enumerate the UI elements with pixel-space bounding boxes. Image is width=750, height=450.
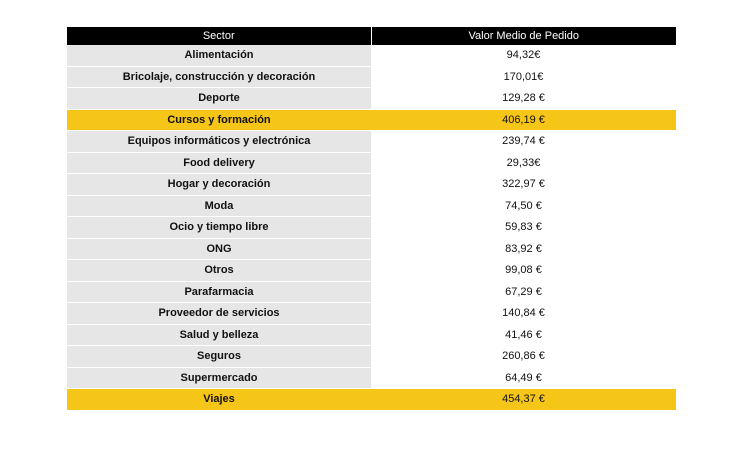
sector-cell: Alimentación — [67, 45, 371, 66]
value-cell: 99,08 € — [371, 260, 676, 282]
value-cell: 94,32€ — [371, 45, 676, 66]
table-row — [67, 367, 676, 389]
sector-cell: Proveedor de servicios — [67, 303, 371, 325]
value-cell: 64,49 € — [371, 367, 676, 389]
table-row — [67, 66, 676, 88]
value-cell: 129,28 € — [371, 88, 676, 110]
value-cell: 41,46 € — [371, 324, 676, 346]
table-row — [67, 152, 676, 174]
sector-cell: Deporte — [67, 88, 371, 110]
header-average-order-value: Valor Medio de Pedido — [371, 27, 676, 45]
table-row — [67, 217, 676, 239]
sector-cell: Ocio y tiempo libre — [67, 217, 371, 239]
sector-cell: Supermercado — [67, 367, 371, 389]
table-header-row — [67, 27, 676, 45]
sector-cell: Viajes — [67, 389, 371, 411]
table-row — [67, 131, 676, 153]
table-row — [67, 346, 676, 368]
sector-cell: Equipos informáticos y electrónica — [67, 131, 371, 153]
sector-cell: Salud y belleza — [67, 324, 371, 346]
sector-cell: Otros — [67, 260, 371, 282]
value-cell: 59,83 € — [371, 217, 676, 239]
value-cell: 239,74 € — [371, 131, 676, 153]
sector-cell: ONG — [67, 238, 371, 260]
value-cell: 83,92 € — [371, 238, 676, 260]
table-row — [67, 174, 676, 196]
table-row — [67, 260, 676, 282]
table-row — [67, 238, 676, 260]
value-cell: 67,29 € — [371, 281, 676, 303]
table-body — [67, 45, 676, 410]
table-row — [67, 45, 676, 66]
value-cell: 170,01€ — [371, 66, 676, 88]
value-cell: 406,19 € — [371, 109, 676, 131]
sector-cell: Cursos y formación — [67, 109, 371, 131]
value-cell: 454,37 € — [371, 389, 676, 411]
sector-cell: Parafarmacia — [67, 281, 371, 303]
sector-cell: Food delivery — [67, 152, 371, 174]
value-cell: 322,97 € — [371, 174, 676, 196]
value-cell: 74,50 € — [371, 195, 676, 217]
table-row-highlighted — [67, 389, 676, 411]
sector-order-value-table-container — [67, 27, 676, 411]
sector-cell: Moda — [67, 195, 371, 217]
table-row — [67, 195, 676, 217]
table-row — [67, 88, 676, 110]
sector-cell: Seguros — [67, 346, 371, 368]
value-cell: 260,86 € — [371, 346, 676, 368]
table-row — [67, 281, 676, 303]
sector-cell: Hogar y decoración — [67, 174, 371, 196]
header-sector: Sector — [67, 27, 371, 45]
value-cell: 140,84 € — [371, 303, 676, 325]
table-row — [67, 324, 676, 346]
table-row-highlighted — [67, 109, 676, 131]
table-row — [67, 303, 676, 325]
value-cell: 29,33€ — [371, 152, 676, 174]
sector-cell: Bricolaje, construcción y decoración — [67, 66, 371, 88]
sector-order-value-table — [67, 27, 676, 411]
